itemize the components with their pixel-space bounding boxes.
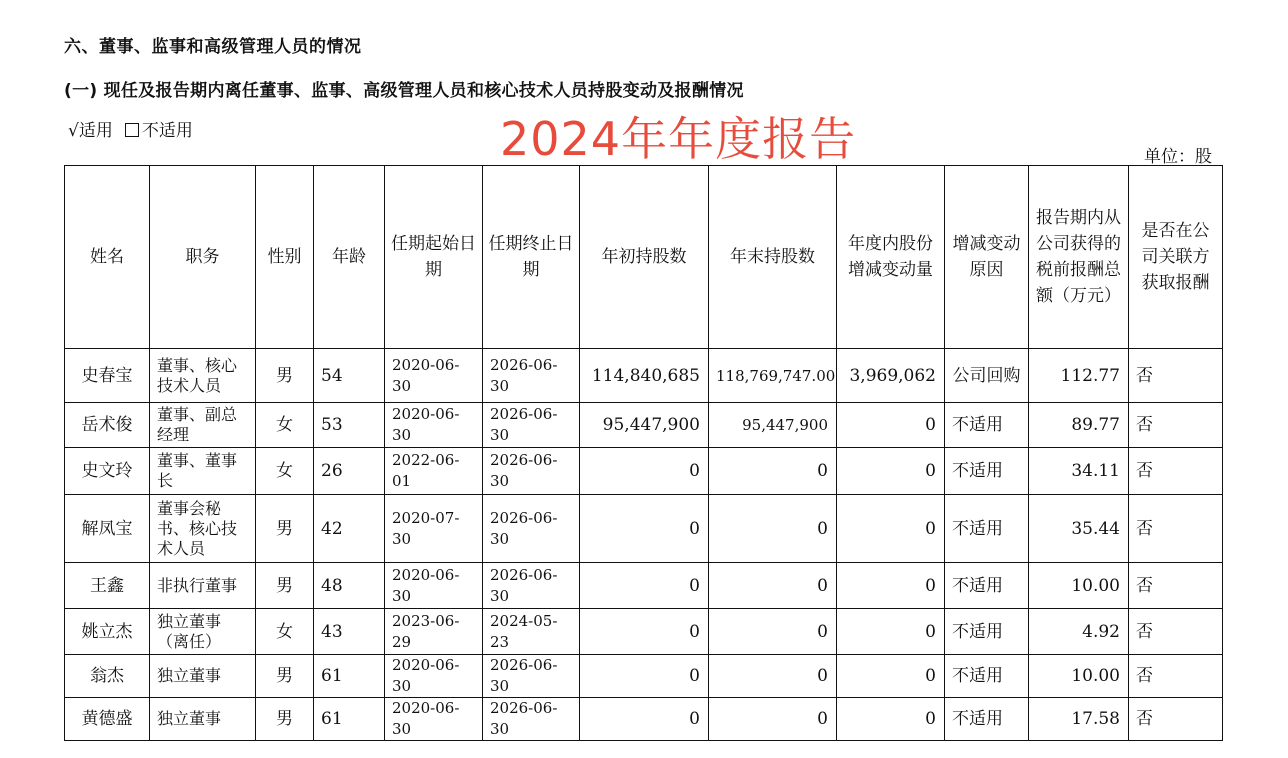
cell-compensation: 89.77 xyxy=(1029,403,1129,448)
cell-related-party-pay: 否 xyxy=(1129,609,1223,655)
cell-age: 61 xyxy=(314,698,385,741)
cell-position: 董事、副总经理 xyxy=(150,403,256,448)
cell-shares-start: 0 xyxy=(580,495,709,563)
section-title: 六、董事、监事和高级管理人员的情况 xyxy=(64,37,362,57)
cell-gender: 男 xyxy=(256,563,314,609)
header-term-start: 任期起始日期 xyxy=(385,166,483,349)
table-row xyxy=(65,349,1223,403)
checkbox-icon xyxy=(125,123,139,137)
cell-age: 53 xyxy=(314,403,385,448)
table-header-row xyxy=(65,166,1223,349)
cell-change-reason: 不适用 xyxy=(945,609,1029,655)
cell-compensation: 17.58 xyxy=(1029,698,1129,741)
shareholding-table xyxy=(64,165,1223,741)
cell-gender: 男 xyxy=(256,655,314,698)
cell-term-start: 2020-06-30 xyxy=(385,403,483,448)
cell-gender: 男 xyxy=(256,698,314,741)
cell-shares-end: 0 xyxy=(709,563,837,609)
cell-position: 董事、核心技术人员 xyxy=(150,349,256,403)
table-row xyxy=(65,448,1223,495)
cell-term-start: 2023-06-29 xyxy=(385,609,483,655)
cell-term-end: 2026-06-30 xyxy=(483,655,580,698)
cell-shares-start: 0 xyxy=(580,609,709,655)
cell-compensation: 10.00 xyxy=(1029,563,1129,609)
cell-name: 解凤宝 xyxy=(65,495,150,563)
cell-change-reason: 不适用 xyxy=(945,563,1029,609)
cell-shares-end: 0 xyxy=(709,609,837,655)
cell-term-end: 2026-06-30 xyxy=(483,495,580,563)
cell-position: 非执行董事 xyxy=(150,563,256,609)
cell-change-reason: 不适用 xyxy=(945,448,1029,495)
cell-shares-change: 0 xyxy=(837,698,945,741)
table-row xyxy=(65,563,1223,609)
cell-age: 26 xyxy=(314,448,385,495)
subsection-title: (一) 现任及报告期内离任董事、监事、高级管理人员和核心技术人员持股变动及报酬情况 xyxy=(64,81,744,101)
cell-name: 黄德盛 xyxy=(65,698,150,741)
cell-term-start: 2020-06-30 xyxy=(385,563,483,609)
table-row xyxy=(65,698,1223,741)
cell-position: 独立董事 xyxy=(150,698,256,741)
cell-gender: 女 xyxy=(256,609,314,655)
cell-related-party-pay: 否 xyxy=(1129,448,1223,495)
cell-name: 翁杰 xyxy=(65,655,150,698)
cell-term-start: 2020-06-30 xyxy=(385,349,483,403)
cell-name: 姚立杰 xyxy=(65,609,150,655)
cell-related-party-pay: 否 xyxy=(1129,349,1223,403)
option-applicable: √适用 xyxy=(68,121,113,141)
header-related-party-pay: 是否在公司关联方获取报酬 xyxy=(1129,166,1223,349)
cell-compensation: 35.44 xyxy=(1029,495,1129,563)
unit-label: 单位：股 xyxy=(1144,147,1212,167)
cell-shares-change: 3,969,062 xyxy=(837,349,945,403)
cell-age: 42 xyxy=(314,495,385,563)
cell-term-start: 2020-06-30 xyxy=(385,698,483,741)
cell-shares-change: 0 xyxy=(837,655,945,698)
cell-shares-end: 0 xyxy=(709,495,837,563)
cell-shares-change: 0 xyxy=(837,403,945,448)
cell-term-end: 2024-05-23 xyxy=(483,609,580,655)
cell-shares-end: 0 xyxy=(709,655,837,698)
cell-gender: 女 xyxy=(256,448,314,495)
report-watermark: 2024年年度报告 xyxy=(500,112,857,166)
cell-term-end: 2026-06-30 xyxy=(483,448,580,495)
cell-shares-change: 0 xyxy=(837,609,945,655)
cell-shares-end: 118,769,747.00 xyxy=(709,349,837,403)
header-term-end: 任期终止日期 xyxy=(483,166,580,349)
cell-change-reason: 不适用 xyxy=(945,495,1029,563)
cell-term-end: 2026-06-30 xyxy=(483,563,580,609)
cell-age: 48 xyxy=(314,563,385,609)
header-compensation: 报告期内从公司获得的税前报酬总额（万元） xyxy=(1029,166,1129,349)
cell-age: 61 xyxy=(314,655,385,698)
cell-change-reason: 不适用 xyxy=(945,698,1029,741)
cell-related-party-pay: 否 xyxy=(1129,495,1223,563)
cell-term-end: 2026-06-30 xyxy=(483,698,580,741)
header-shares-end: 年末持股数 xyxy=(709,166,837,349)
cell-compensation: 10.00 xyxy=(1029,655,1129,698)
cell-compensation: 4.92 xyxy=(1029,609,1129,655)
cell-shares-start: 114,840,685 xyxy=(580,349,709,403)
cell-age: 54 xyxy=(314,349,385,403)
header-gender: 性别 xyxy=(256,166,314,349)
cell-change-reason: 公司回购 xyxy=(945,349,1029,403)
header-age: 年龄 xyxy=(314,166,385,349)
cell-compensation: 112.77 xyxy=(1029,349,1129,403)
cell-shares-change: 0 xyxy=(837,448,945,495)
cell-shares-start: 95,447,900 xyxy=(580,403,709,448)
cell-term-start: 2020-06-30 xyxy=(385,655,483,698)
cell-gender: 男 xyxy=(256,349,314,403)
cell-gender: 女 xyxy=(256,403,314,448)
cell-change-reason: 不适用 xyxy=(945,403,1029,448)
cell-shares-end: 0 xyxy=(709,698,837,741)
cell-shares-end: 0 xyxy=(709,448,837,495)
cell-related-party-pay: 否 xyxy=(1129,403,1223,448)
cell-related-party-pay: 否 xyxy=(1129,655,1223,698)
cell-shares-start: 0 xyxy=(580,655,709,698)
option-not-applicable: 不适用 xyxy=(141,121,193,141)
table-row xyxy=(65,495,1223,563)
cell-term-end: 2026-06-30 xyxy=(483,349,580,403)
cell-age: 43 xyxy=(314,609,385,655)
cell-term-start: 2020-07-30 xyxy=(385,495,483,563)
cell-gender: 男 xyxy=(256,495,314,563)
cell-change-reason: 不适用 xyxy=(945,655,1029,698)
header-shares-change: 年度内股份增减变动量 xyxy=(837,166,945,349)
table-row xyxy=(65,655,1223,698)
cell-term-start: 2022-06-01 xyxy=(385,448,483,495)
cell-related-party-pay: 否 xyxy=(1129,563,1223,609)
cell-term-end: 2026-06-30 xyxy=(483,403,580,448)
cell-compensation: 34.11 xyxy=(1029,448,1129,495)
header-shares-start: 年初持股数 xyxy=(580,166,709,349)
cell-shares-change: 0 xyxy=(837,563,945,609)
cell-related-party-pay: 否 xyxy=(1129,698,1223,741)
cell-position: 独立董事（离任） xyxy=(150,609,256,655)
cell-name: 王鑫 xyxy=(65,563,150,609)
cell-position: 董事会秘书、核心技术人员 xyxy=(150,495,256,563)
cell-name: 岳术俊 xyxy=(65,403,150,448)
applicability-options xyxy=(68,116,193,141)
cell-shares-start: 0 xyxy=(580,698,709,741)
cell-shares-start: 0 xyxy=(580,448,709,495)
header-position: 职务 xyxy=(150,166,256,349)
cell-shares-change: 0 xyxy=(837,495,945,563)
cell-position: 独立董事 xyxy=(150,655,256,698)
cell-position: 董事、董事长 xyxy=(150,448,256,495)
cell-name: 史文玲 xyxy=(65,448,150,495)
table-row xyxy=(65,609,1223,655)
table-row xyxy=(65,403,1223,448)
cell-shares-end: 95,447,900 xyxy=(709,403,837,448)
header-change-reason: 增减变动原因 xyxy=(945,166,1029,349)
cell-name: 史春宝 xyxy=(65,349,150,403)
header-name: 姓名 xyxy=(65,166,150,349)
cell-shares-start: 0 xyxy=(580,563,709,609)
